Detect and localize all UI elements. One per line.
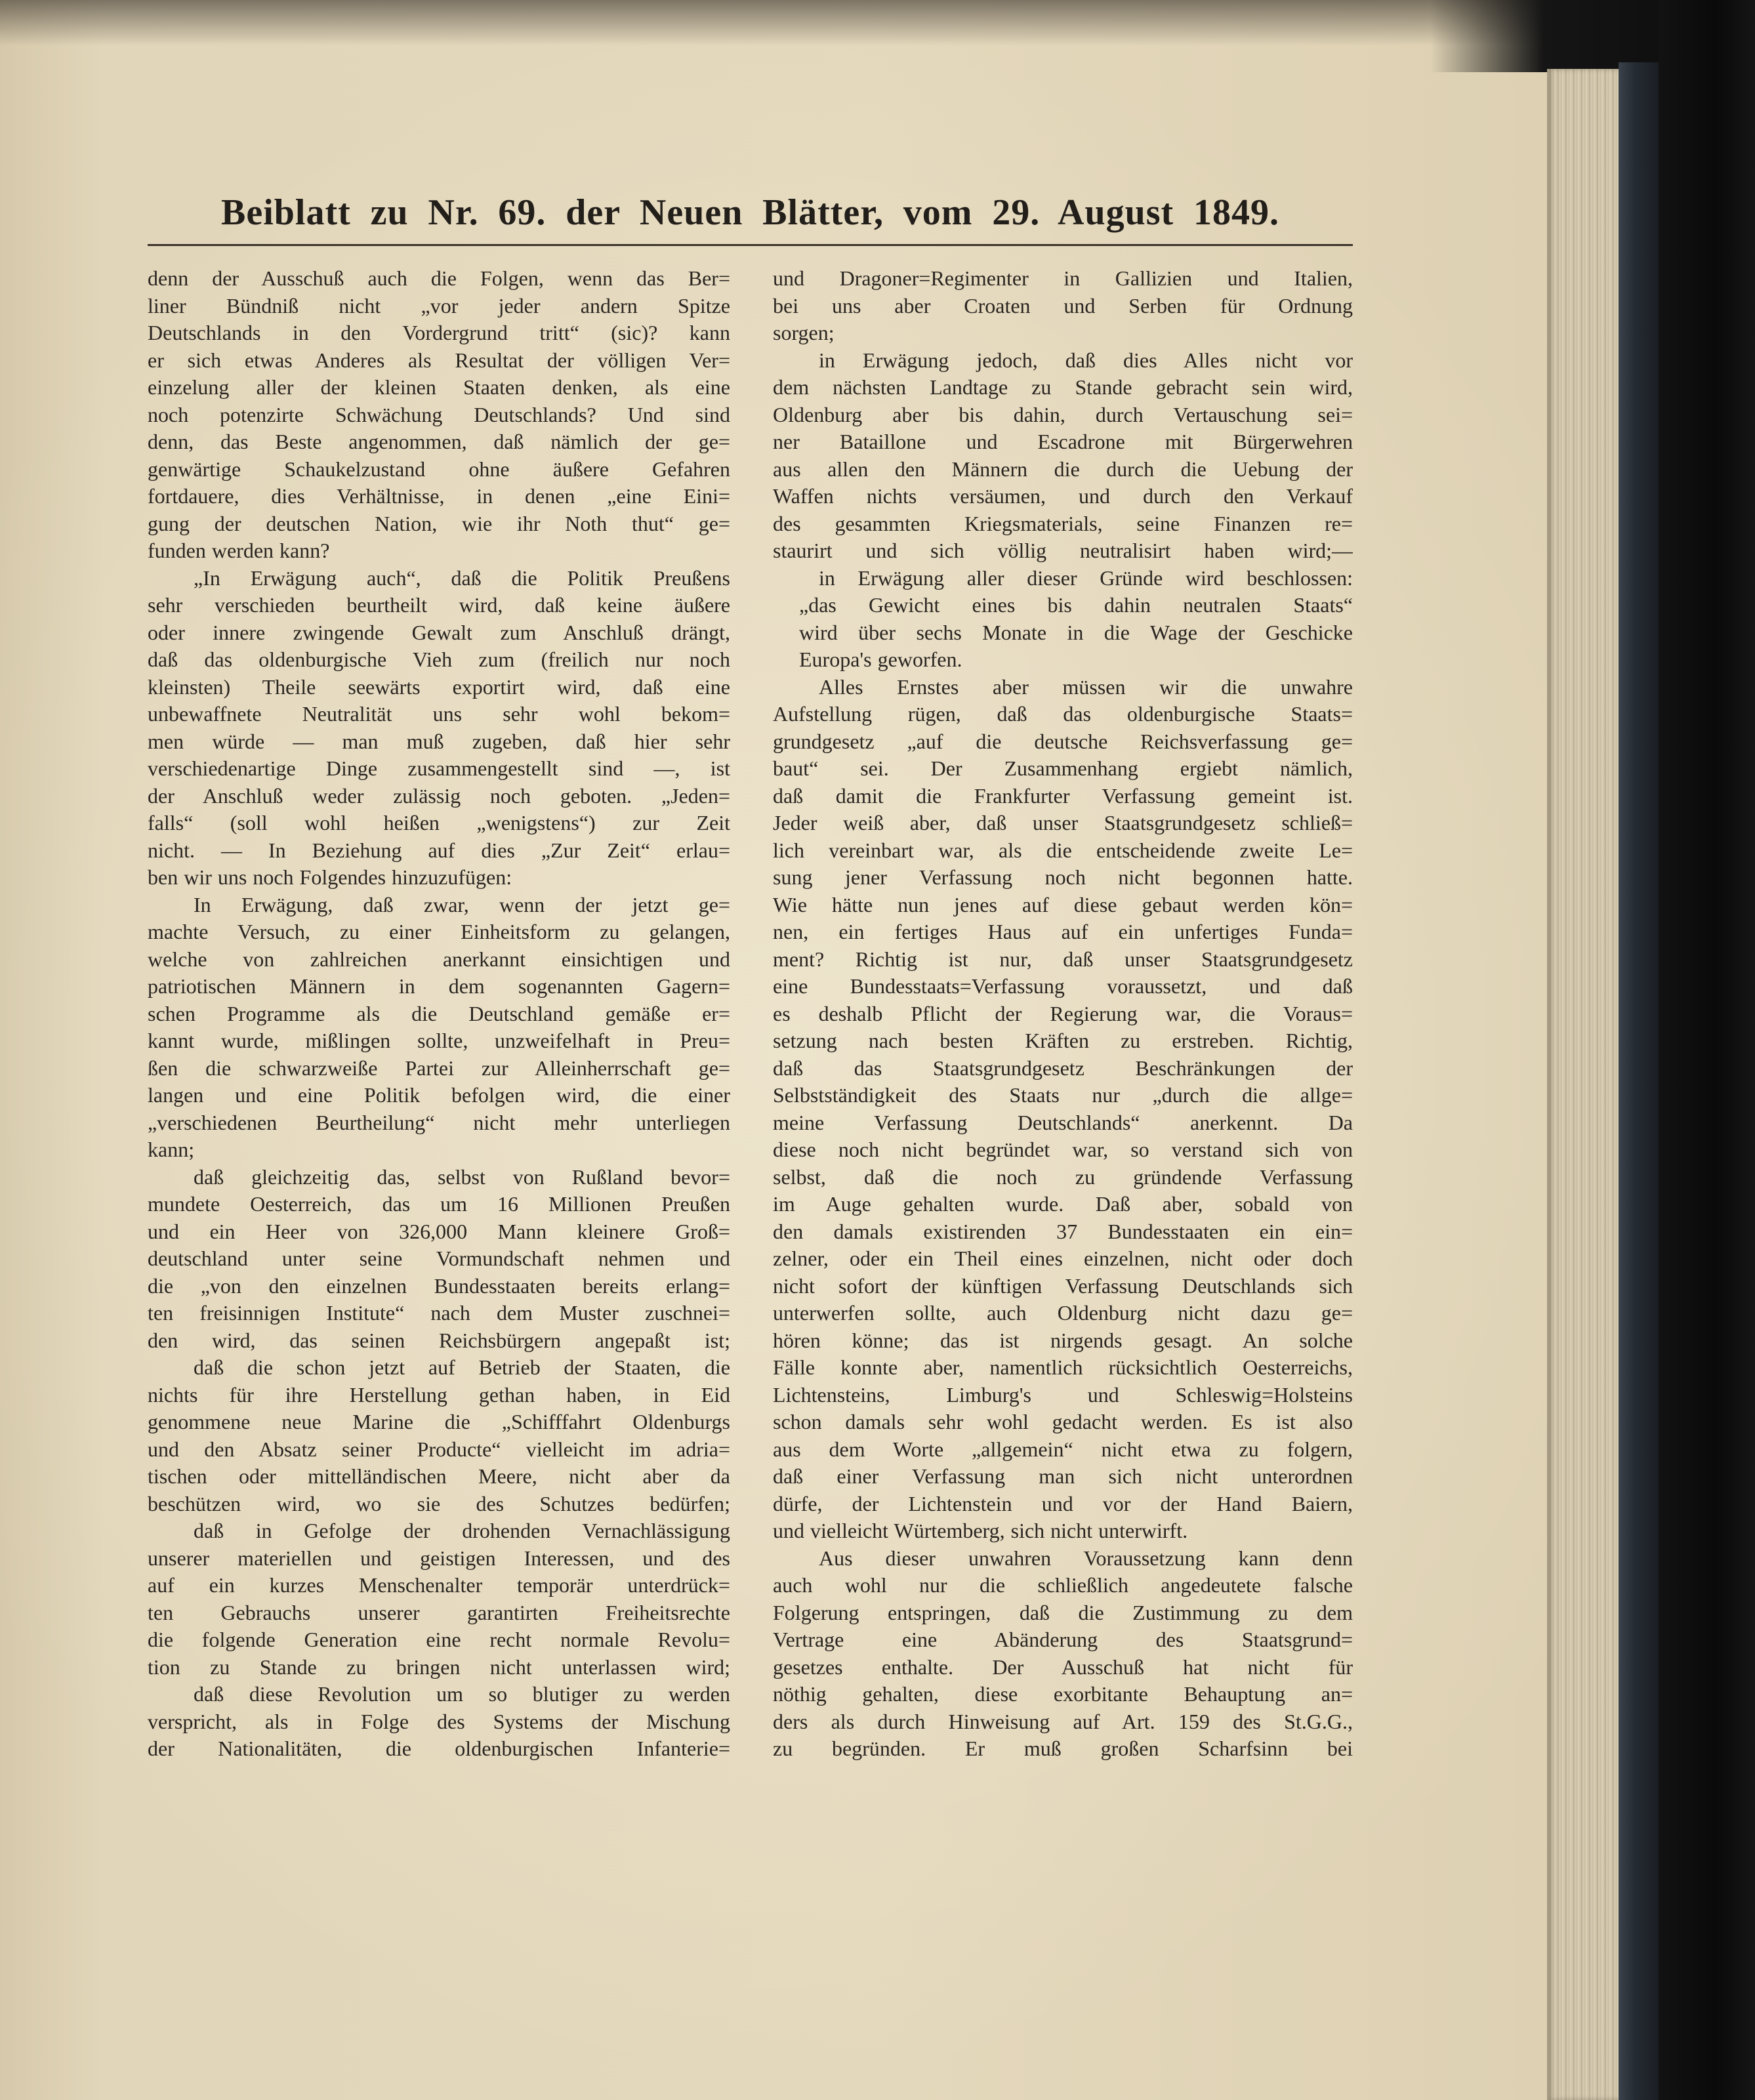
text-line: aus dem Worte „allgemein“ nicht etwa zu folgern, [773, 1437, 1353, 1461]
text-line: nicht. — In Beziehung auf dies „Zur Zeit“ erlau= [148, 838, 730, 862]
text-line: sehr verschieden beurtheilt wird, daß keine äußere [148, 593, 730, 617]
text-line: und ein Heer von 326,000 Mann kleinere Groß= [148, 1219, 730, 1243]
text-line: Wie hätte nun jenes auf diese gebaut werden kön= [773, 892, 1353, 916]
text-line: sorgen; [773, 321, 835, 344]
right-column [773, 265, 1353, 1763]
text-line: zu begründen. Er muß großen Scharfsinn bei [773, 1737, 1353, 1760]
text-line: daß das Staatsgrundgesetz Beschränkungen der [773, 1056, 1353, 1080]
text-line: mundete Oesterreich, das um 16 Millionen Preußen [148, 1192, 730, 1216]
text-line: ment? Richtig ist nur, daß unser Staatsgrundgesetz [773, 947, 1353, 971]
text-line: wird über sechs Monate in die Wage der Geschicke [799, 620, 1353, 644]
text-line: den wird, das seinen Reichsbürgern angepaßt ist; [148, 1328, 730, 1352]
text-line: „In Erwägung auch“, daß die Politik Preußens [194, 566, 730, 590]
text-line: und den Absatz seiner Producte“ vielleicht im adria= [148, 1437, 730, 1461]
text-line: Aufstellung rügen, daß das oldenburgische Staats= [773, 702, 1353, 726]
text-line: oder innere zwingende Gewalt zum Anschluß drängt, [148, 620, 730, 644]
text-line: genommene neue Marine die „Schifffahrt Oldenburgs [148, 1410, 730, 1433]
text-line: Fälle konnte aber, namentlich rücksichtlich Oesterreichs, [773, 1355, 1353, 1379]
text-line: nen, ein fertiges Haus auf ein unfertiges Funda= [773, 920, 1353, 943]
text-line: ben wir uns noch Folgendes hinzuzufügen: [148, 865, 512, 889]
text-line: beschützen wird, wo sie des Schutzes bedürfen; [148, 1491, 730, 1515]
text-line: langen und eine Politik befolgen wird, die einer [148, 1083, 730, 1107]
text-line: zelner, oder ein Theil eines einzelnen, nicht oder doch [773, 1246, 1353, 1270]
text-line: die „von den einzelnen Bundesstaaten bereits erlang= [148, 1273, 730, 1298]
text-line: staurirt und sich völlig neutralisirt haben wird;— [773, 539, 1353, 562]
text-line: verspricht, als in Folge des Systems der Mischung [148, 1709, 730, 1733]
text-line: deutschland unter seine Vormundschaft nehmen und [148, 1246, 730, 1270]
text-line: denn, das Beste angenommen, daß nämlich der ge= [148, 430, 730, 453]
text-line: den damals existirenden 37 Bundesstaaten ein ein= [773, 1219, 1353, 1243]
text-line: hören könne; das ist nirgends gesagt. An solche [773, 1328, 1353, 1352]
text-line: unserer materiellen und geistigen Interessen, und des [148, 1546, 730, 1570]
text-line: tischen oder mittelländischen Meere, nicht aber da [148, 1464, 730, 1488]
text-line: einzelung aller der kleinen Staaten denken, als eine [148, 375, 730, 399]
left-column [148, 265, 730, 1763]
text-line: Jeder weiß aber, daß unser Staatsgrundgesetz schließ= [773, 811, 1353, 834]
text-line: liner Bündniß nicht „vor jeder andern Spitze [148, 293, 730, 318]
text-line: daß einer Verfassung man sich nicht unterordnen [773, 1464, 1353, 1488]
scan-background-right [1659, 0, 1755, 2100]
text-line: daß das oldenburgische Vieh zum (freilich nur noch [148, 648, 730, 671]
text-line: im Auge gehalten wurde. Daß aber, sobald von [773, 1192, 1353, 1216]
text-line: dürfe, der Lichtenstein und vor der Hand Baiern, [773, 1491, 1353, 1515]
text-line: nicht sofort der künftigen Verfassung Deutschlands sich [773, 1273, 1353, 1298]
text-line: gung der deutschen Nation, wie ihr Noth thut“ ge= [148, 511, 730, 535]
text-line: auf ein kurzes Menschenalter temporär unterdrück= [148, 1573, 730, 1597]
text-line: und vielleicht Würtemberg, sich nicht unterwirft. [773, 1519, 1188, 1542]
text-line: Folgerung entspringen, daß die Zustimmung zu dem [773, 1600, 1353, 1624]
text-line: kleinsten) Theile seewärts exportirt wird, daß eine [148, 674, 730, 699]
text-line: patriotischen Männern in dem sogenannten Gagern= [148, 974, 730, 998]
text-line: kannt wurde, mißlingen sollte, unzweifelhaft in Preu= [148, 1029, 730, 1052]
text-line: noch potenzirte Schwächung Deutschlands? Und sind [148, 402, 730, 426]
text-line: daß die schon jetzt auf Betrieb der Staaten, die [194, 1355, 730, 1379]
text-line: Aus dieser unwahren Voraussetzung kann denn [819, 1546, 1353, 1570]
text-line: in Erwägung aller dieser Gründe wird beschlossen: [819, 566, 1353, 590]
text-line: schon damals sehr wohl gedacht werden. Es ist also [773, 1410, 1353, 1433]
text-line: auch wohl nur die schließlich angedeutete falsche [773, 1573, 1353, 1597]
text-line: aus allen den Männern die durch die Uebung der [773, 457, 1353, 481]
text-line: fortdauere, dies Verhältnisse, in denen „eine Eini= [148, 484, 730, 508]
text-line: In Erwägung, daß zwar, wenn der jetzt ge= [194, 892, 730, 916]
text-line: setzung nach besten Kräften zu erstreben. Richtig, [773, 1029, 1353, 1052]
text-line: nichts für ihre Herstellung gethan haben, in Eid [148, 1382, 730, 1407]
text-line: meine Verfassung Deutschlands“ anerkennt. Da [773, 1110, 1353, 1134]
text-line: daß damit die Frankfurter Verfassung gemeint ist. [773, 783, 1353, 808]
text-line: sung jener Verfassung noch nicht begonnen hatte. [773, 865, 1353, 889]
text-line: diese noch nicht begründet war, so verstand sich von [773, 1138, 1353, 1161]
text-line: ten freisinnigen Institute“ nach dem Muster zuschnei= [148, 1301, 730, 1325]
text-line: Vertrage eine Abänderung des Staatsgrund= [773, 1628, 1353, 1651]
text-line: selbst, daß die noch zu gründende Verfassung [773, 1164, 1353, 1189]
text-line: machte Versuch, zu einer Einheitsform zu gelangen, [148, 920, 730, 943]
text-line: verschiedenartige Dinge zusammengestellt sind —, ist [148, 756, 730, 780]
text-line: denn der Ausschuß auch die Folgen, wenn das Ber= [148, 266, 730, 290]
text-line: Waffen nichts versäumen, und durch den Verkauf [773, 484, 1353, 508]
text-line: „verschiedenen Beurtheilung“ nicht mehr unterliegen [148, 1110, 730, 1134]
text-line: grundgesetz „auf die deutsche Reichsverfassung ge= [773, 729, 1353, 753]
text-line: Deutschlands in den Vordergrund tritt“ (sic)? kann [148, 321, 730, 344]
text-line: tion zu Stande zu bringen nicht unterlassen wird; [148, 1655, 730, 1679]
text-line: es deshalb Pflicht der Regierung war, die Voraus= [773, 1001, 1353, 1025]
text-line: dem nächsten Landtage zu Stande gebracht sein wird, [773, 375, 1353, 399]
text-line: der Anschluß weder zulässig noch geboten. „Jeden= [148, 783, 730, 808]
text-line: in Erwägung jedoch, daß dies Alles nicht vor [819, 348, 1353, 372]
text-line: ner Bataillone und Escadrone mit Bürgerwehren [773, 430, 1353, 453]
text-line: Oldenburg aber bis dahin, durch Vertauschung sei= [773, 402, 1353, 426]
text-line: und Dragoner=Regimenter in Gallizien und Italien, [773, 266, 1353, 290]
text-line: daß in Gefolge der drohenden Vernachlässigung [194, 1519, 730, 1542]
book-binding [1619, 62, 1659, 2100]
text-line: Lichtensteins, Limburg's und Schleswig=Holsteins [773, 1382, 1353, 1407]
text-line: kann; [148, 1138, 195, 1161]
text-line: funden werden kann? [148, 539, 330, 562]
text-line: ders als durch Hinweisung auf Art. 159 des St.G.G., [773, 1709, 1353, 1733]
text-line: „das Gewicht eines bis dahin neutralen Staats“ [799, 593, 1353, 617]
text-line: baut“ sei. Der Zusammenhang ergiebt nämlich, [773, 756, 1353, 780]
text-line: gesetzes enthalte. Der Ausschuß hat nicht für [773, 1655, 1353, 1679]
page-header: Beiblatt zu Nr. 69. der Neuen Blätter, vom 29. August 1849. [221, 192, 1279, 233]
text-line: Europa's geworfen. [799, 648, 962, 671]
text-line: welche von zahlreichen anerkannt einsichtigen und [148, 947, 730, 971]
text-line: lich vereinbart war, als die entscheidende zweite Le= [773, 838, 1353, 862]
text-line: der Nationalitäten, die oldenburgischen Infanterie= [148, 1737, 730, 1760]
text-line: daß diese Revolution um so blutiger zu werden [194, 1682, 730, 1706]
text-line: die folgende Generation eine recht normale Revolu= [148, 1628, 730, 1651]
text-line: men würde — man muß zugeben, daß hier sehr [148, 729, 730, 753]
text-line: Alles Ernstes aber müssen wir die unwahre [819, 674, 1353, 699]
book-page-edges [1547, 69, 1619, 2100]
text-line: bei uns aber Croaten und Serben für Ordnung [773, 293, 1353, 318]
page-top-shadow [0, 0, 1548, 46]
text-line: Selbstständigkeit des Staats nur „durch die allge= [773, 1083, 1353, 1107]
text-line: unbewaffnete Neutralität uns sehr wohl bekom= [148, 702, 730, 726]
text-line: daß gleichzeitig das, selbst von Rußland bevor= [194, 1164, 730, 1189]
text-line: eine Bundesstaats=Verfassung voraussetzt, und daß [773, 974, 1353, 998]
text-line: schen Programme als die Deutschland gemäße er= [148, 1001, 730, 1025]
text-line: nöthig gehalten, diese exorbitante Behauptung an= [773, 1682, 1353, 1706]
text-line: unterwerfen sollte, auch Oldenburg nicht dazu ge= [773, 1301, 1353, 1325]
text-line: des gesammten Kriegsmaterials, seine Finanzen re= [773, 511, 1353, 535]
text-line: falls“ (soll wohl heißen „wenigstens“) zur Zeit [148, 811, 730, 834]
text-line: er sich etwas Anderes als Resultat der völligen Ver= [148, 348, 730, 372]
text-line: ßen die schwarzweiße Partei zur Alleinherrschaft ge= [148, 1056, 730, 1080]
text-line: ten Gebrauchs unserer garantirten Freiheitsrechte [148, 1600, 730, 1624]
text-line: genwärtige Schaukelzustand ohne äußere Gefahren [148, 457, 730, 481]
header-rule [148, 244, 1353, 246]
